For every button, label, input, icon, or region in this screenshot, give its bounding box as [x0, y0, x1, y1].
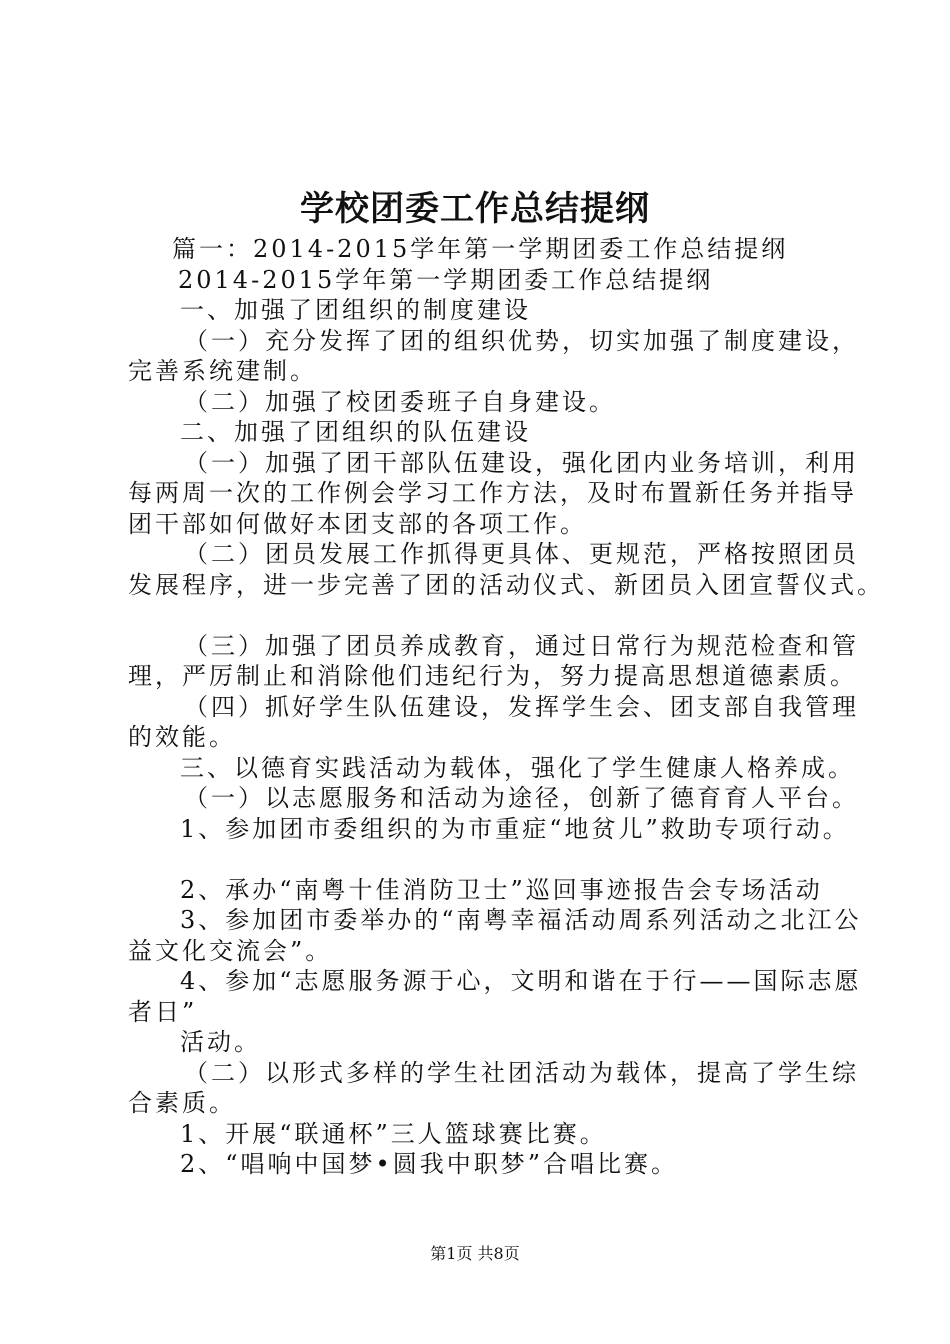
- body-line: （二）加强了校团委班子自身建设。: [184, 387, 616, 416]
- body-line: （二）以形式多样的学生社团活动为载体，提高了学生综: [184, 1058, 859, 1087]
- body-line: 完善系统建制。: [128, 357, 317, 385]
- body-line: 一、加强了团组织的制度建设: [180, 296, 531, 324]
- body-line: （三）加强了团员养成教育，通过日常行为规范检查和管: [184, 631, 859, 660]
- body-line: 二、加强了团组织的队伍建设: [180, 418, 531, 446]
- body-line: 1、参加团市委组织的为市重症“地贫儿”救助专项行动。: [180, 814, 850, 843]
- body-line: 3、参加团市委举办的“南粤幸福活动周系列活动之北江公: [180, 906, 862, 934]
- body-line: 的效能。: [128, 723, 236, 751]
- document-body: [128, 234, 884, 1180]
- body-line: （二）团员发展工作抓得更具体、更规范，严格按照团员: [184, 540, 859, 568]
- page-footer: 第1页 共8页: [430, 1244, 520, 1263]
- body-line: 活动。: [180, 1028, 261, 1056]
- body-line: 理，严厉制止和消除他们违纪行为，努力提高思想道德素质。: [128, 662, 857, 690]
- body-line: 1、开展“联通杯”三人篮球赛比赛。: [180, 1119, 607, 1148]
- body-line: 发展程序，进一步完善了团的活动仪式、新团员入团宣誓仪式。: [128, 570, 884, 599]
- body-line: 篇一：2014-2015学年第一学期团委工作总结提纲: [172, 235, 789, 263]
- blank-line: [128, 844, 858, 875]
- body-line: 者日”: [128, 997, 198, 1026]
- body-line: 合素质。: [128, 1089, 236, 1117]
- body-line: 4、参加“志愿服务源于心，文明和谐在于行——国际志愿: [180, 967, 862, 995]
- body-line: 2、承办“南粤十佳消防卫士”巡回事迹报告会专场活动: [180, 875, 823, 904]
- body-line: 2、“唱响中国梦•圆我中职梦”合唱比赛。: [180, 1150, 678, 1178]
- body-line: （四）抓好学生队伍建设，发挥学生会、团支部自我管理: [184, 692, 859, 721]
- body-line: 益文化交流会”。: [128, 936, 333, 965]
- body-line: 每两周一次的工作例会学习工作方法，及时布置新任务并指导: [128, 479, 857, 507]
- body-line: （一）加强了团干部队伍建设，强化团内业务培训，利用: [184, 448, 859, 477]
- body-line: 2014-2015学年第一学期团委工作总结提纲: [178, 265, 714, 294]
- body-line: （一）以志愿服务和活动为途径，创新了德育育人平台。: [184, 784, 859, 812]
- body-line: 团干部如何做好本团支部的各项工作。: [128, 509, 587, 538]
- body-line: 三、以德育实践活动为载体，强化了学生健康人格养成。: [180, 753, 855, 782]
- blank-line: [128, 600, 858, 631]
- body-line: （一）充分发挥了团的组织优势，切实加强了制度建设，: [184, 326, 859, 355]
- document-title: 学校团委工作总结提纲: [300, 189, 650, 229]
